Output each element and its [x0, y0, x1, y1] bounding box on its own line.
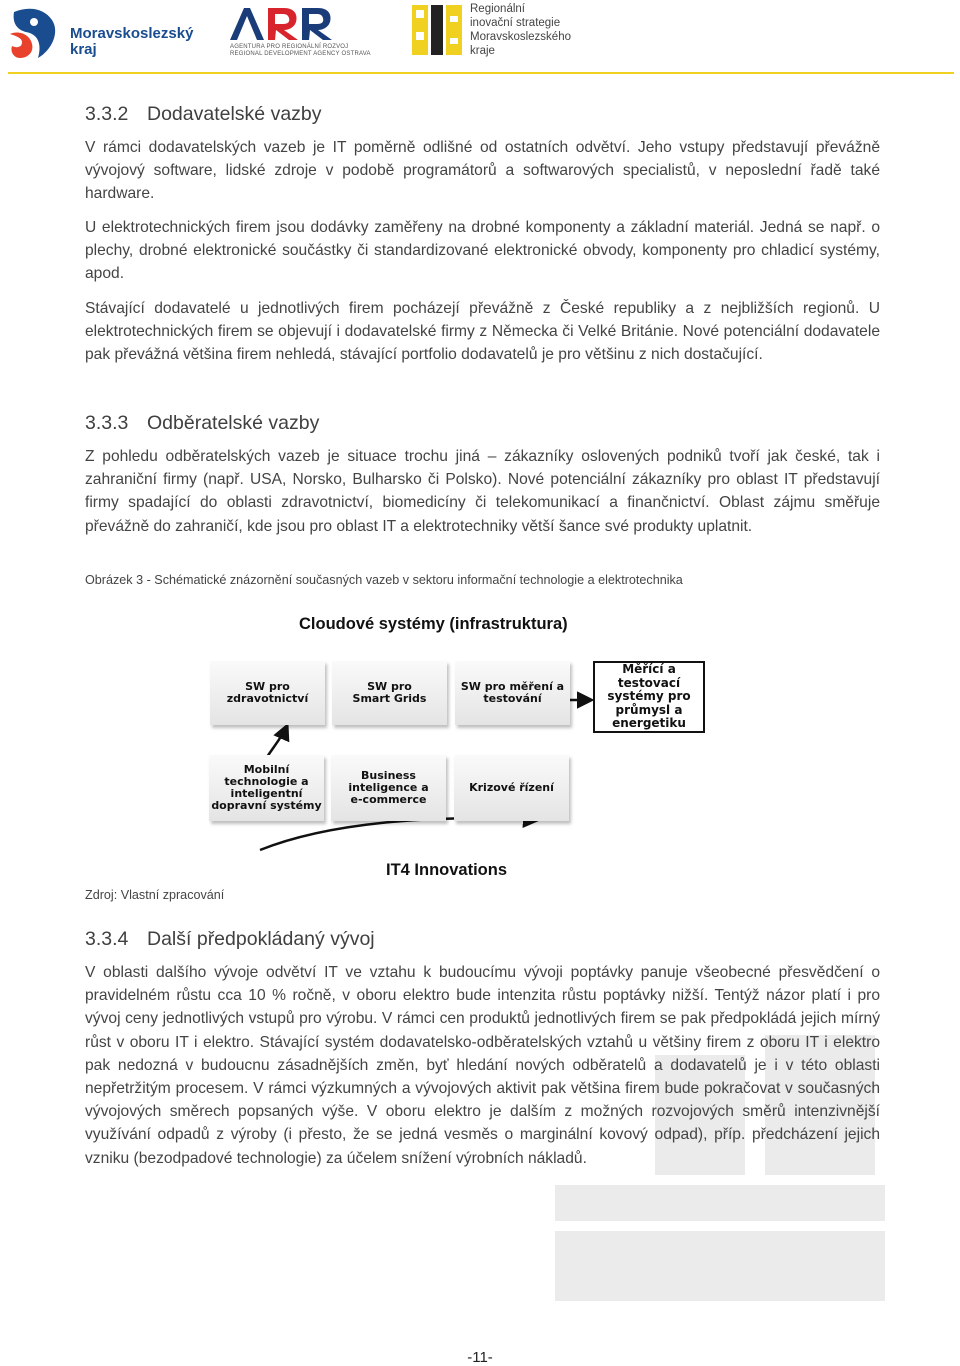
section-number: 3.3.3: [85, 412, 129, 434]
box-line: systémy pro: [607, 689, 691, 704]
ris-text-line2: inovační strategie: [470, 17, 561, 29]
arr-mark-icon: [226, 4, 336, 42]
header-divider: [8, 72, 954, 74]
box-line: inteligentní: [230, 787, 303, 800]
diagram-box-sw-mereni: [455, 661, 570, 725]
diagram-box-krizove-rizeni: [454, 755, 569, 821]
box-line: Smart Grids: [352, 692, 427, 705]
box-line: SW pro měření a: [460, 680, 565, 693]
ris-logo-text: [470, 2, 571, 58]
section-heading-3-3-2: [85, 103, 322, 126]
section-title: Další předpokládaný vývoj: [147, 928, 375, 950]
arr-subtitle-line2: REGIONAL DEVELOPMENT AGENCY OSTRAVA: [230, 51, 371, 57]
arr-logo: [226, 4, 371, 64]
paragraph: Stávající dodavatelé u jednotlivých firem pocházejí převážně z České republiky a z nejbližších regionů. U elektrotechnických firem se objevují i dodavatelské firmy z Německa či Velké Británie. Nové potenciální dodavatele pak převážná většina firem nehledá, stávající portfolio dodavatelů je pro většinu z nich dostačující.: [85, 300, 880, 364]
msk-logo-line1: Moravskoslezský: [70, 25, 194, 42]
box-line: dopravní systémy: [211, 799, 322, 812]
section-title: Dodavatelské vazby: [147, 103, 322, 125]
page-header: [0, 0, 960, 78]
box-line: Mobilní: [243, 763, 290, 776]
ris-logo: [410, 2, 610, 64]
paragraph: V oblasti dalšího vývoje odvětví IT ve vztahu k budoucímu vývoji poptávky panuje všeobecné přesvědčení o pravidelném růstu cca 10 % ročně, v oboru elektro bude intenzita růstu poptávky nižší. Tentýž názor platí i pro vývoj ceny jednotlivých vstupů pro výrobu. V rámci cen produktů jednotlivých firem se pak předpokládá jejich mírný růst v oboru IT i elektro. Stávající systém dodavatelsko-odběratelských vztahů u většiny firem z oboru IT i elektro pak nedozná v budoucnu zásadnějších změn, byť hledání nových odběratelů a dodavatelů je i v této oblasti nepřetržitým procesem. V rámci výzkumných a vývojových aktivit pak většina firem bude pokračovat v současných vývojových směrech popsaných výše. V oboru elektro je dalším z možných rozvojových směrů intenzivnější využívání odpadů z výroby (i přesto, že se jedná vesměs o marginální kovový odpad), příp. předcházení jejich vzniku (bezodpadové technologie) za účelem snížení výrobních nákladů.: [85, 964, 880, 1167]
box-line: zdravotnictví: [226, 692, 309, 705]
page-number: -11-: [467, 1349, 493, 1366]
ris-text-line1: Regionální: [470, 3, 525, 15]
box-line: Business: [361, 769, 416, 782]
box-line: SW pro: [245, 680, 290, 693]
section-heading-3-3-4: [85, 928, 375, 951]
section-title: Odběratelské vazby: [147, 412, 320, 434]
diagram-top-label: Cloudové systémy (infrastruktura): [299, 615, 568, 633]
section-number: 3.3.2: [85, 103, 129, 125]
arr-subtitle-line1: AGENTURA PRO REGIONÁLNÍ ROZVOJ: [230, 44, 349, 50]
box-line: inteligence a: [348, 781, 429, 794]
box-line: Měřící a: [622, 662, 676, 677]
diagram-box-mobilni-technologie: [209, 755, 324, 821]
diagram-box-business-inteligence: [331, 755, 446, 821]
box-line: SW pro: [367, 680, 412, 693]
moravskoslezsky-kraj-logo: [8, 4, 198, 64]
paragraph: Z pohledu odběratelských vazeb je situace trochu jiná – zákazníky oslovených podniků tvoří jak české, tak i zahraniční firmy (např. USA, Norsko, Bulharsko či Polsko). Nové potenciální zákazníky pro oblast IT představují firmy spadající do oblasti zdravotnictví, biomedicíny či telekomunikací a finančnictví. Oblast zájmu směřuje převážně do zahraničí, kde jsou pro oblast IT a elektrotechniky větší šance své produkty uplatnit.: [85, 448, 880, 535]
section-number: 3.3.4: [85, 928, 129, 950]
relationship-diagram: [195, 605, 740, 890]
diagram-bottom-label: IT4 Innovations: [386, 861, 508, 879]
diagram-connectors: [195, 605, 740, 890]
box-line: testovací: [617, 675, 681, 690]
arrow-curve-icon: [260, 818, 537, 850]
msk-emblem-icon: [8, 4, 68, 62]
diagram-box-sw-zdravotnictvi: [210, 661, 325, 725]
ris-text-line4: kraje: [470, 45, 495, 57]
box-line: průmysl a: [615, 702, 683, 717]
figure-caption: Obrázek 3 - Schématické znázornění současných vazeb v sektoru informační technologie a elektrotechnika: [85, 573, 683, 587]
box-line: e-commerce: [350, 793, 427, 806]
msk-logo-line2: kraj: [70, 41, 97, 58]
ris-text-line3: Moravskoslezského: [470, 31, 571, 43]
diagram-box-merici-systemy: [593, 661, 705, 733]
diagram-box-sw-smart-grids: [332, 661, 447, 725]
box-line: testování: [483, 692, 542, 705]
section-heading-3-3-3: [85, 412, 319, 435]
arrow-up-icon: [267, 726, 287, 757]
paragraph: U elektrotechnických firem jsou dodávky zaměřeny na drobné komponenty a základní materiál. Jedná se např. o plechy, drobné elektronické součástky či standardizované elektronické obvody, komponenty pro chladicí systémy, apod.: [85, 219, 880, 283]
paragraph: V rámci dodavatelských vazeb je IT poměrně odlišné od ostatních odvětví. Jeho vstupy představují převážně vývojový software, lidské zdroje v podobě programátorů a softwarových specialistů, v neposlední řadě také hardware.: [85, 139, 880, 203]
box-line: technologie a: [224, 775, 309, 788]
box-line: energetiku: [612, 716, 686, 731]
box-line: Krizové řízení: [469, 781, 554, 794]
ris-mark-icon: [410, 2, 466, 58]
figure-source: Zdroj: Vlastní zpracování: [85, 888, 225, 902]
